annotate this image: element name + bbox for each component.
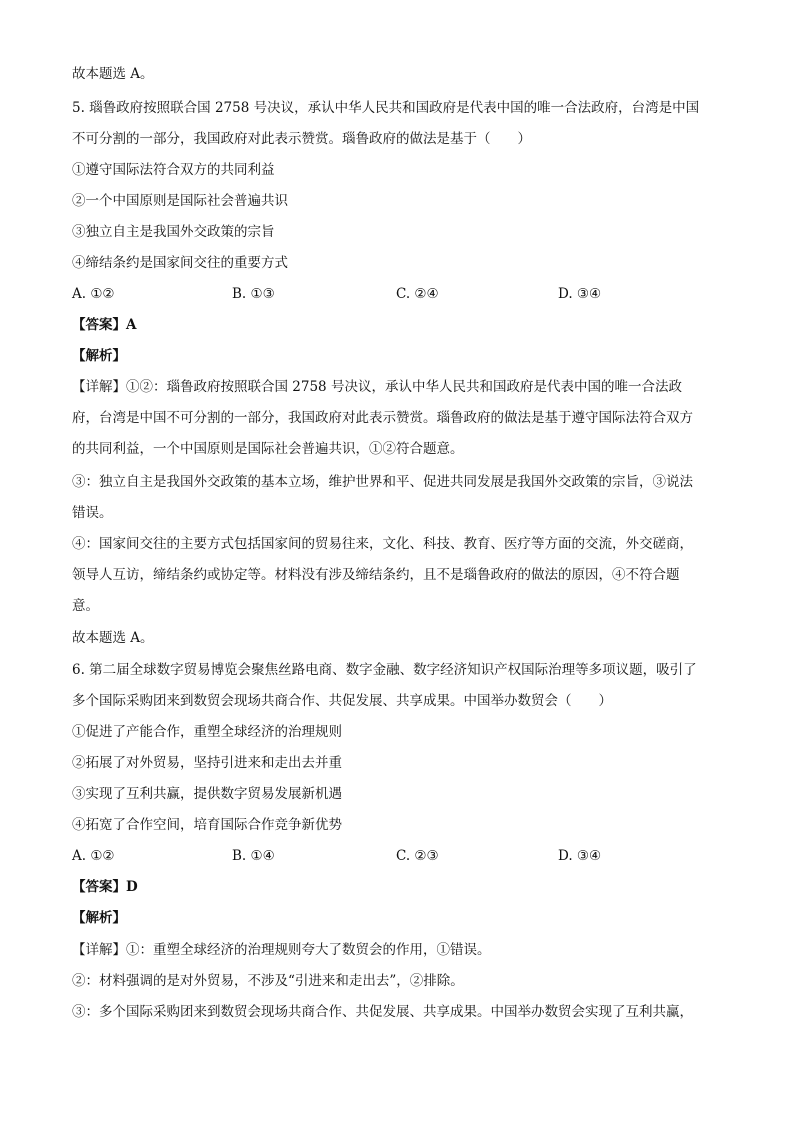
statement-3: ③独立自主是我国外交政策的宗旨 [72,224,275,240]
detail-line: 的共同利益，一个中国原则是国际社会普遍共识，①②符合题意。 [72,441,464,457]
detail-line: ③：独立自主是我国外交政策的基本立场，维护世界和平、促进共同发展是我国外交政策的宗旨，③说法 [72,474,693,490]
option-a: A. ①② [72,286,115,302]
option-c: C. ②③ [396,848,439,864]
statement-2: ②拓展了对外贸易，坚持引进来和走出去并重 [72,755,342,771]
option-d: D. ③④ [558,848,602,864]
question-6-stem: 6. 第二届全球数字贸易博览会聚焦丝路电商、数字金融、数字经济知识产权国际治理等多项议题，吸引了 [72,662,697,678]
analysis-label: 【解析】 [72,348,126,364]
detail-line: 意。 [72,598,99,614]
detail-line: ②：材料强调的是对外贸易，不涉及“引进来和走出去”，②排除。 [72,973,464,989]
detail-line: 错误。 [72,505,113,521]
detail-line: 领导人互访，缔结条约或协定等。材料没有涉及缔结条约，且不是瑙鲁政府的做法的原因，④不符合题 [72,567,680,583]
analysis-label: 【解析】 [72,910,126,926]
statement-4: ④拓宽了合作空间，培育国际合作竞争新优势 [72,817,342,833]
detail-line: 府，台湾是中国不可分割的一部分，我国政府对此表示赞赏。瑙鲁政府的做法是基于遵守国际法符合双方 [72,410,693,426]
statement-3: ③实现了互利共赢，提供数字贸易发展新机遇 [72,786,342,802]
statement-1: ①遵守国际法符合双方的共同利益 [72,162,275,178]
conclusion-line: 故本题选 A。 [72,630,154,646]
question-5-stem: 5. 瑙鲁政府按照联合国 2758 号决议，承认中华人民共和国政府是代表中国的唯一合法政府，台湾是中国 [72,100,700,116]
detail-line: 【详解】①：重塑全球经济的治理规则夸大了数贸会的作用，①错误。 [72,942,491,958]
detail-line: ③：多个国际采购团来到数贸会现场共商合作、共促发展、共享成果。中国举办数贸会实现了互利共赢， [72,1004,693,1020]
statement-1: ①促进了产能合作，重塑全球经济的治理规则 [72,724,342,740]
statement-4: ④缔结条约是国家间交往的重要方式 [72,255,288,271]
option-c: C. ②④ [396,286,439,302]
text-line: 故本题选 A。 [72,66,154,82]
option-b: B. ①④ [232,848,275,864]
detail-line: ④：国家间交往的主要方式包括国家间的贸易往来，文化、科技、教育、医疗等方面的交流，外交磋商， [72,536,693,552]
question-5-stem-cont: 不可分割的一部分，我国政府对此表示赞赏。瑙鲁政府的做法是基于（ ） [72,131,531,147]
option-d: D. ③④ [558,286,602,302]
answer-label: 【答案】D [72,879,138,895]
answer-label: 【答案】A [72,317,137,333]
detail-line: 【详解】①②：瑙鲁政府按照联合国 2758 号决议，承认中华人民共和国政府是代表中国的唯一合法政 [72,379,682,395]
option-a: A. ①② [72,848,115,864]
question-6-stem-cont: 多个国际采购团来到数贸会现场共商合作、共促发展、共享成果。中国举办数贸会（ ） [72,693,612,709]
option-b: B. ①③ [232,286,275,302]
statement-2: ②一个中国原则是国际社会普遍共识 [72,193,288,209]
